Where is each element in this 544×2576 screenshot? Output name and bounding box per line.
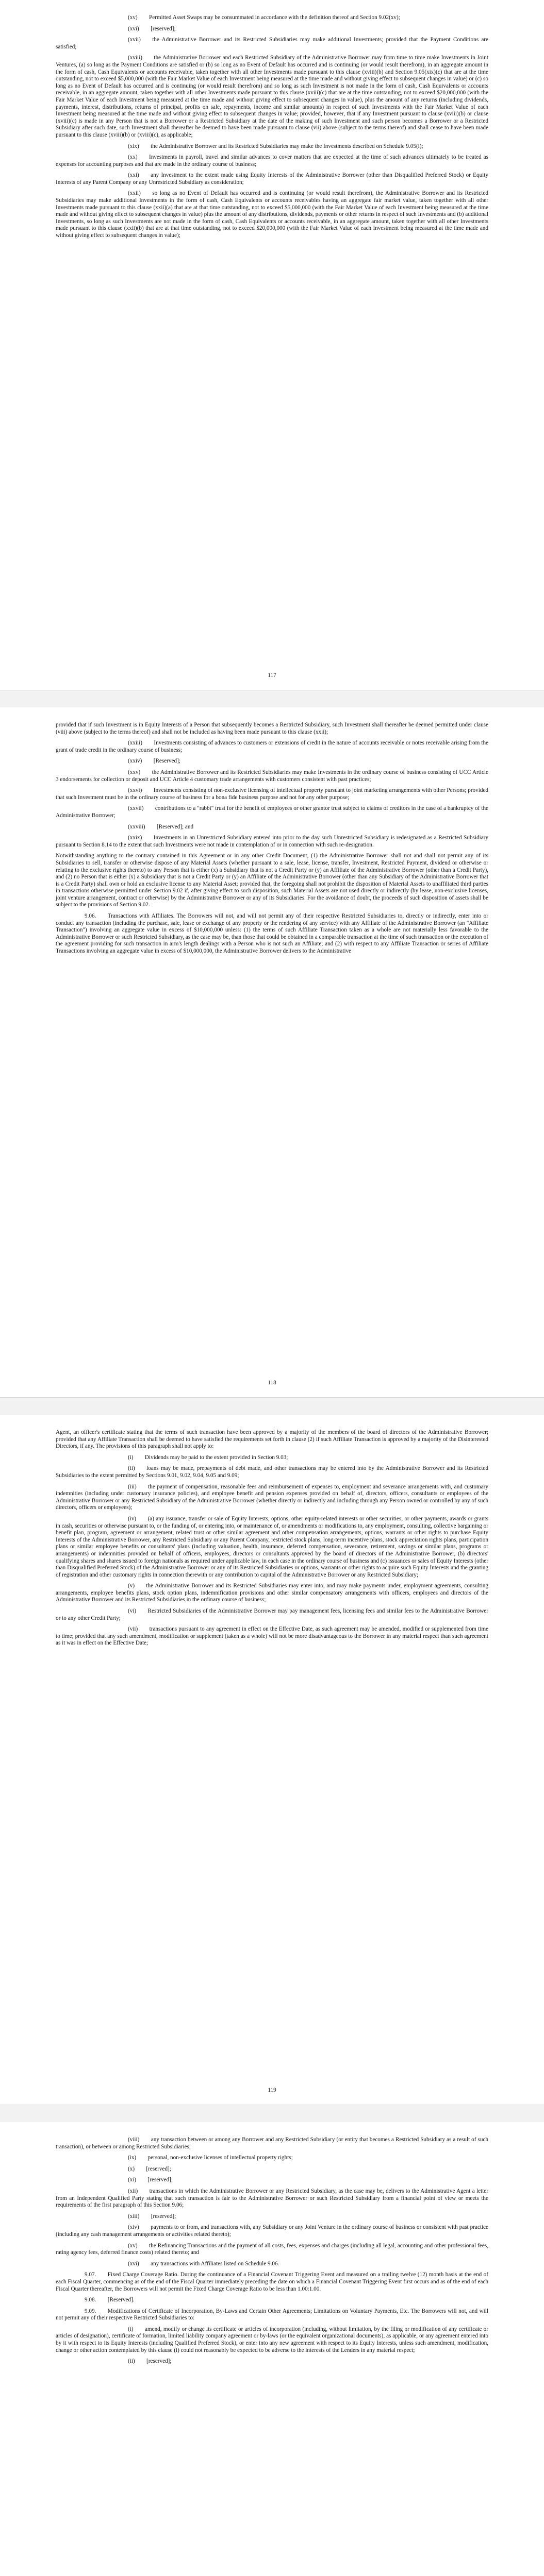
paragraph: (xxviii) [Reserved]; and bbox=[128, 823, 194, 830]
paragraph: (xviii) the Administrative Borrower and each Restricted Subsidiary of the Administrative Borrower may from time to time make Investments in Joint Ventures, (a) so long as the Payment Conditions are satisfied or (b) so long as no Event of Default has occurred and is continuing (or would result therefrom), in an aggregate amount in the form of cash, Cash Equivalents or accounts receivable, taken together with all other Investments made pursuant to this clause (xviii)(b) and Section 9.05(xix)(c) that are at the time outstanding, not to exceed $5,000,000 (with the Fair Market Value of each Investment being measured at the time made and without giving effect to subsequent changes in value) or (c) so long as no Event of Default has occurred and is continuing (or would result therefrom) and so long as such Investment is not made in the form of cash, Cash Equivalents or accounts receivable, in an aggregate amount, taken together with all other Investments made pursuant to this clause (xviii)(c) that are at the time outstanding, not to exceed $20,000,000 (with the Fair Market Value of each Investment being measured at the time made and without giving effect to subsequent changes in value), plus the amount of any returns (including dividends, payments, interest, distributions, returns of principal, profits on sale, repayments, income and similar amounts) in respect of such Investments with the Fair Market Value of each Investment being measured at the time made and without giving effect to subsequent changes in value; provided, however, that if any Investment pursuant to clause (xviii)(b) or clause (xviii)(c) is made in any Person that is not a Borrower or a Restricted Subsidiary at the date of the making of such Investment and such person becomes a Borrower or a Restricted Subsidiary after such date, such Investment shall thereafter be deemed to have been made pursuant to clause (vii) above (subject to the terms thereof) and shall cease to have been made pursuant to this clause (xviii)(b) or (xviii)(c), as applicable; bbox=[56, 55, 488, 138]
paragraph: (xiii) [reserved]; bbox=[128, 2213, 176, 2219]
paragraph: (xxi) any Investment to the extent made using Equity Interests of the Administrative Borrower (other than Disqualified Preferred Stock) or Equity Interests of any Parent Company or any Unrestricted Subsidiary as consideration; bbox=[56, 172, 488, 185]
paragraph: (x) [reserved]; bbox=[128, 2165, 171, 2172]
paragraph: (xv) Permitted Asset Swaps may be consummated in accordance with the definition thereof and Section 9.02(xv); bbox=[128, 14, 400, 21]
paragraph: (xvi) [reserved]; bbox=[128, 25, 176, 32]
paragraph: (xx) Investments in payroll, travel and similar advances to cover matters that are expected at the time of such advances ultimately to be treated as expenses for accounting purposes and that are made in the ordinary course of business; bbox=[56, 154, 488, 167]
paragraph: (xii) transactions in which the Administrative Borrower or any Restricted Subsidiary, as the case may be, delivers to the Administrative Agent a letter from an Independent Qualified Party stating that such transaction is fair to the Administrative Borrower or such Restricted Subsidiary from a financial point of view or meets the requirements of the first paragraph of this Section 9.06; bbox=[56, 2188, 488, 2209]
paragraph: (ii) loans may be made, prepayments of debt made, and other transactions may be entered into by the Administrative Borrower and its Restricted Subsidiaries to the extent permitted by Sections 9.01, 9.02, 9.04, 9.05 and 9.09; bbox=[56, 1465, 488, 1479]
paragraph: (ix) personal, non-exclusive licenses of intellectual property rights; bbox=[128, 2155, 293, 2161]
section-heading-paragraph: 9.09. Modifications of Certificate of Incorporation, By-Laws and Certain Other Agreements; Limitations on Voluntary Payments, Etc. The Borrowers will not, and will not permit any of their respective Restricted Subsidiaries to: bbox=[56, 2308, 488, 2321]
paragraph: (xxv) the Administrative Borrower and its Restricted Subsidiaries may make Investments in the ordinary course of business consisting of UCC Article 3 endorsements for collection or deposit and UCC Article 4 customary trade arrangements with customers consistent with past practices; bbox=[56, 769, 488, 783]
section-heading-paragraph: 9.07. Fixed Charge Coverage Ratio. During the continuance of a Financial Covenant Triggering Event and measured on a trailing twelve (12) month basis at the end of each Fiscal Quarter, commencing as of the end of the Fiscal Quarter immediately preceding the date on which a Financial Covenant Triggering Event first occurs and as of the end of each Fiscal Quarter thereafter, the Borrowers will not permit the Fixed Charge Coverage Ratio to be less than 1.00:1.00. bbox=[56, 2272, 488, 2292]
paragraph: Agent, an officer's certificate stating that the terms of such transaction have been approved by a majority of the members of the board of directors of the Administrative Borrower; provided that any Affiliate Transaction shall be deemed to have satisfied the requirements set forth in clause (2) if such Affiliate Transaction is approved by a majority of the Disinterested Directors, if any. The provisions of this paragraph shall not apply to: bbox=[56, 1429, 488, 1450]
paragraph: (v) the Administrative Borrower and its Restricted Subsidiaries may enter into, and may make payments under, employment agreements, consulting arrangements, employee benefits plans, stock option plans, indemnification provisions and other similar compensatory arrangements with officers, employees and directors of the Administrative Borrower and its Restricted Subsidiaries in the ordinary course of business; bbox=[56, 1583, 488, 1603]
paragraph: (xix) the Administrative Borrower and its Restricted Subsidiaries may make the Investments described on Schedule 9.05(l); bbox=[128, 143, 423, 149]
paragraph: (viii) any transaction between or among any Borrower and any Restricted Subsidiary (or entity that becomes a Restricted Subsidiary as a result of such transaction), or between or among Restricted Subsidiaries; bbox=[56, 2137, 488, 2150]
paragraph: (ii) [reserved]; bbox=[128, 2358, 172, 2365]
paragraph: (xiv) payments to or from, and transactions with, any Subsidiary or any Joint Venture in the ordinary course of business or consistent with past practice (including any cash management arrangements or activities related thereto); bbox=[56, 2224, 488, 2238]
paragraph: (xvii) the Administrative Borrower and its Restricted Subsidiaries may make additional Investments; provided that the Payment Conditions are satisfied; bbox=[56, 37, 488, 50]
paragraph: (xxvii) contributions to a "rabbi" trust for the benefit of employees or other grantor trust subject to claims of creditors in the case of a bankruptcy of the Administrative Borrower; bbox=[56, 805, 488, 819]
paragraph: (xxiii) Investments consisting of advances to customers or extensions of credit in the nature of accounts receivable or notes receivable arising from the grant of trade credit in the ordinary course of business; bbox=[56, 740, 488, 753]
paragraph: (xxiv) [Reserved]; bbox=[128, 758, 180, 765]
paragraph: Notwithstanding anything to the contrary contained in this Agreement or in any other Credit Document, (1) the Administrative Borrower shall not and shall not permit any of its Subsidiaries to sell, transfer or otherwise dispose of any Material Assets (whether pursuant to a sale, lease, license, transfer, Investment, Restricted Payment, dividend or otherwise or relating to the exclusive rights thereto) to any Person that is either (x) a Subsidiary that is not a Credit Party or (y) an Affiliate of the Administrative Borrower (other than a Credit Party), and (2) no Person that is either (x) a Subsidiary that is not a Credit Party or (y) an Affiliate of the Administrative Borrower (other than any Subsidiary of the Administrative Borrower that is a Credit Party) shall own or hold an exclusive license to any Material Asset; provided that, the foregoing shall not prohibit the disposition of Material Assets to unaffiliated third parties in transactions otherwise permitted under Section 9.02 if, after giving effect to such disposition, such Material Assets are not used directly or indirectly (by lease, non-exclusive licenses, joint venture arrangement, contract or otherwise) by the Administrative Borrower or any of its Subsidiaries. For the avoidance of doubt, the proceeds of such disposition of assets shall be subject to the provisions of Section 9.02. bbox=[56, 853, 488, 908]
paragraph: (i) Dividends may be paid to the extent provided in Section 9.03; bbox=[128, 1454, 288, 1461]
page-number: 117 bbox=[268, 672, 276, 679]
paragraph: (xxvi) Investments consisting of non-exclusive licensing of intellectual property pursuant to joint marketing arrangements with other Persons; provided that such Investment must be in the ordinary course of business for a bona fide business purpose and not for any other purpose; bbox=[56, 787, 488, 801]
page-120 bbox=[0, 2122, 544, 2576]
page-118 bbox=[0, 707, 544, 1398]
page-119 bbox=[0, 1415, 544, 2105]
paragraph: (xxix) Investments in an Unrestricted Subsidiary entered into prior to the day such Unrestricted Subsidiary is redesignated as a Restricted Subsidiary pursuant to Section 8.14 to the extent that such Investments were not made in contemplation of or in connection with such re-designation. bbox=[56, 835, 488, 848]
paragraph: (iii) the payment of compensation, reasonable fees and reimbursement of expenses to, employment and severance arrangements with, and customary indemnities (including under customary insurance policies), and employee benefit and pension expenses provided on behalf of, directors, officers, consultants or employees of the Administrative Borrower or any Restricted Subsidiary of the Administrative Borrower (whether directly or indirectly and including through any Person owned or controlled by any of such directors, officers or employees); bbox=[56, 1483, 488, 1511]
paragraph: (xv) the Refinancing Transactions and the payment of all costs, fees, expenses and charges (including all legal, accounting and other professional fees, rating agency fees, deferred finance costs) related thereto; and bbox=[56, 2242, 488, 2256]
section-heading-paragraph: 9.06. Transactions with Affiliates. The Borrowers will not, and will not permit any of their respective Restricted Subsidiaries to, directly or indirectly, enter into or conduct any transaction (including the purchase, sale, lease or exchange of any property or the rendering of any service) with any Affiliate of the Administrative Borrower (an "Affiliate Transaction") involving an aggregate value in excess of $10,000,000 unless: (1) the terms of such Affiliate Transaction taken as a whole are not materially less favorable to the Administrative Borrower or such Restricted Subsidiary, as the case may be, than those that could be obtained in a comparable transaction at the time of such transaction or the execution of the agreement providing for such transaction in arm's length dealings with a Person who is not such an Affiliate; and (2) with respect to any Affiliate Transaction or series of Affiliate Transactions involving an aggregate value in excess of $10,000,000, the Administrative Borrower delivers to the Administrative bbox=[56, 913, 488, 955]
paragraph: (xi) [reserved]; bbox=[128, 2177, 173, 2183]
paragraph: (xvi) any transactions with Affiliates listed on Schedule 9.06. bbox=[128, 2260, 279, 2267]
paragraph: provided that if such Investment is in Equity Interests of a Person that subsequently becomes a Restricted Subsidiary, such Investment shall thereafter be deemed permitted under clause (viii) above (subject to the terms thereof) and shall not be included as having been made pursuant to this clause (xxii); bbox=[56, 722, 488, 735]
page-117 bbox=[0, 0, 544, 690]
paragraph: (vii) transactions pursuant to any agreement in effect on the Effective Date, as such agreement may be amended, modified or supplemented from time to time; provided that any such amendment, modification or supplement (taken as a whole) will not be more disadvantageous to the Borrower in any material respect than such agreement as it was in effect on the Effective Date; bbox=[56, 1626, 488, 1647]
paragraph: (iv) (a) any issuance, transfer or sale of Equity Interests, options, other equity-related interests or other securities, or other payments, awards or grants in cash, securities or otherwise pursuant to, or the funding of, or entering into, or maintenance of, or amendments or modifications to, any employment, consulting, collective bargaining or benefit plan, program, agreement or arrangement, related trust or other similar agreement and other compensation arrangements, options, warrants or other rights to purchase Equity Interests of the Administrative Borrower, any Restricted Subsidiary or any Parent Company, restricted stock plans, long-term incentive plans, stock appreciation rights plans, participation plans or similar employee benefits or consultants' plans (including valuation, health, insurance, deferred compensation, severance, retirement, savings or similar plans, programs or arrangements) or indemnities provided on behalf of officers, employees, directors or consultants approved by the board of directors of the Administrative Borrower, (b) directors' qualifying shares and shares issued to foreign nationals as required under applicable law, in each case in the ordinary course of business and (c) issuances or sales of Equity Interests (other than Disqualified Preferred Stock) of the Administrative Borrower or any of its Restricted Subsidiaries or options, warrants or other rights to acquire such Equity Interests and the granting of registration and other customary rights in connection therewith or any contribution to capital of the Administrative Borrower or any Restricted Subsidiary; bbox=[56, 1515, 488, 1578]
paragraph: (i) amend, modify or change its certificate or articles of incorporation (including, without limitation, by the filing or modification of any certificate or articles of designation), certificate of formation, limited liability company agreement or by-laws (or the equivalent organizational documents), as applicable, or any agreement entered into by it with respect to its Equity Interests (including Qualified Preferred Stock), or enter into any new agreement with respect to its Equity Interests, unless such amendment, modification, change or other action contemplated by this clause (i) could not reasonably be expected to be adverse to the interests of the Lenders in any material respect; bbox=[56, 2326, 488, 2353]
page-number: 119 bbox=[268, 2087, 276, 2093]
page-number: 118 bbox=[268, 1380, 276, 1386]
section-heading-paragraph: 9.08. [Reserved]. bbox=[85, 2297, 135, 2303]
paragraph: (xxii) so long as no Event of Default has occurred and is continuing (or would result therefrom), the Administrative Borrower and its Restricted Subsidiaries may make additional Investments in the form of cash, Cash Equivalents or accounts receivables having an aggregate fair market value, taken together with all other Investments made pursuant to this clause (xxii)(a) that are at that time outstanding, not to exceed $5,000,000 (with the Fair Market Value of each Investment being measured at the time made and without giving effect to subsequent changes in value) plus the amount of any distributions, dividends, payments or other returns in respect of such Investments and (b) additional Investments, so long as such Investments are not made in the form of cash, Cash Equivalents or accounts receivable, in an aggregate amount, taken together with all other Investments made pursuant to this clause (xxii)(b) that are at that time outstanding, not to exceed $20,000,000 (with the Fair Market Value of each Investment being measured at the time made and without giving effect to subsequent changes in value); bbox=[56, 190, 488, 239]
paragraph: (vi) Restricted Subsidiaries of the Administrative Borrower may pay management fees, licensing fees and similar fees to the Administrative Borrower or to any other Credit Party; bbox=[56, 1608, 488, 1621]
